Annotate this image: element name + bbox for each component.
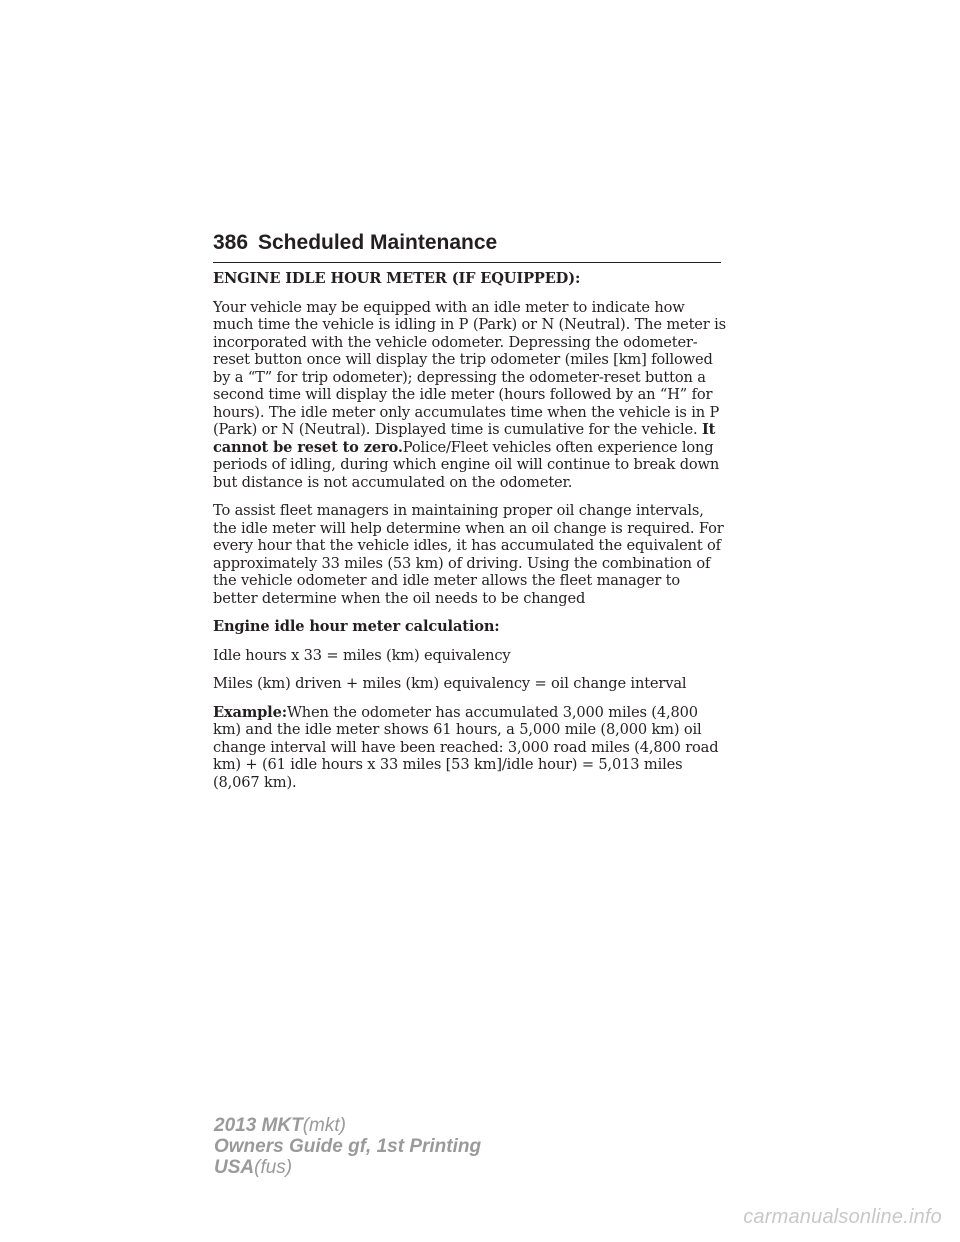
section-heading: ENGINE IDLE HOUR METER (IF EQUIPPED):: [213, 270, 581, 287]
emphasis-cannot-reset: It cannot be reset to zero.: [213, 421, 716, 456]
page-number: 386: [213, 231, 249, 254]
paragraph-idle-meter-description: [213, 299, 727, 492]
formula-oil-change-interval: Miles (km) driven + miles (km) equivalency = oil change interval: [213, 675, 687, 692]
calculation-heading-text: Engine idle hour meter calculation:: [213, 618, 500, 635]
footer-market-line: [214, 1157, 481, 1178]
footer-guide-line: Owners Guide gf, 1st Printing: [214, 1136, 482, 1157]
watermark: carmanualsonline.info: [743, 1206, 942, 1228]
footer-model-line: [214, 1115, 481, 1136]
example-text: When the odometer has accumulated 3,000 miles (4,800 km) and the idle meter shows 61 hours, a 5,000 mile (8,000 km) oil change interval will have been reached: 3,000 road miles (4,800 road km) + (61 idle hours x 33 miles [53 km]/idle hour) = 5,013 miles (8,067 km).: [213, 703, 719, 791]
formula-equivalency: Idle hours x 33 = miles (km) equivalency: [213, 646, 511, 664]
page-content: [213, 270, 727, 802]
document-footer: [214, 1115, 481, 1178]
example-label: Example:: [213, 703, 287, 721]
example-paragraph: [213, 704, 727, 792]
calculation-heading: [213, 618, 727, 636]
section-title: Scheduled Maintenance: [258, 231, 498, 254]
footer-model-code: (mkt): [302, 1115, 346, 1136]
page-header: [213, 228, 721, 263]
paragraph-tail: Police/Fleet vehicles often experience long periods of idling, during which engine oil will continue to break down but distance is not accumulated on the odometer.: [213, 438, 720, 491]
footer-model: 2013 MKT: [214, 1115, 303, 1136]
footer-market-code: (fus): [254, 1157, 293, 1178]
paragraph-fleet-managers: To assist fleet managers in maintaining proper oil change intervals, the idle meter will help determine when an oil change is required. For every hour that the vehicle idles, it has accumulated the equivalent of approximately 33 miles (53 km) of driving. Using the combination of the vehicle odometer and idle meter allows the fleet manager to better determine when the oil needs to be changed: [213, 502, 724, 607]
footer-market: USA: [214, 1157, 255, 1178]
paragraph-text: Your vehicle may be equipped with an idle meter to indicate how much time the vehicle is idling in P (Park) or N (Neutral). The meter is incorporated with the vehicle odometer. Depressing the odometer-reset button once will display the trip odometer (miles [km] followed by a “T” for trip odometer); depressing the odometer-reset button a second time will display the idle meter (hours followed by an “H” for hours). The idle meter only accumulates time when the vehicle is in P (Park) or N (Neutral). Displayed time is cumulative for the vehicle.: [213, 298, 726, 438]
